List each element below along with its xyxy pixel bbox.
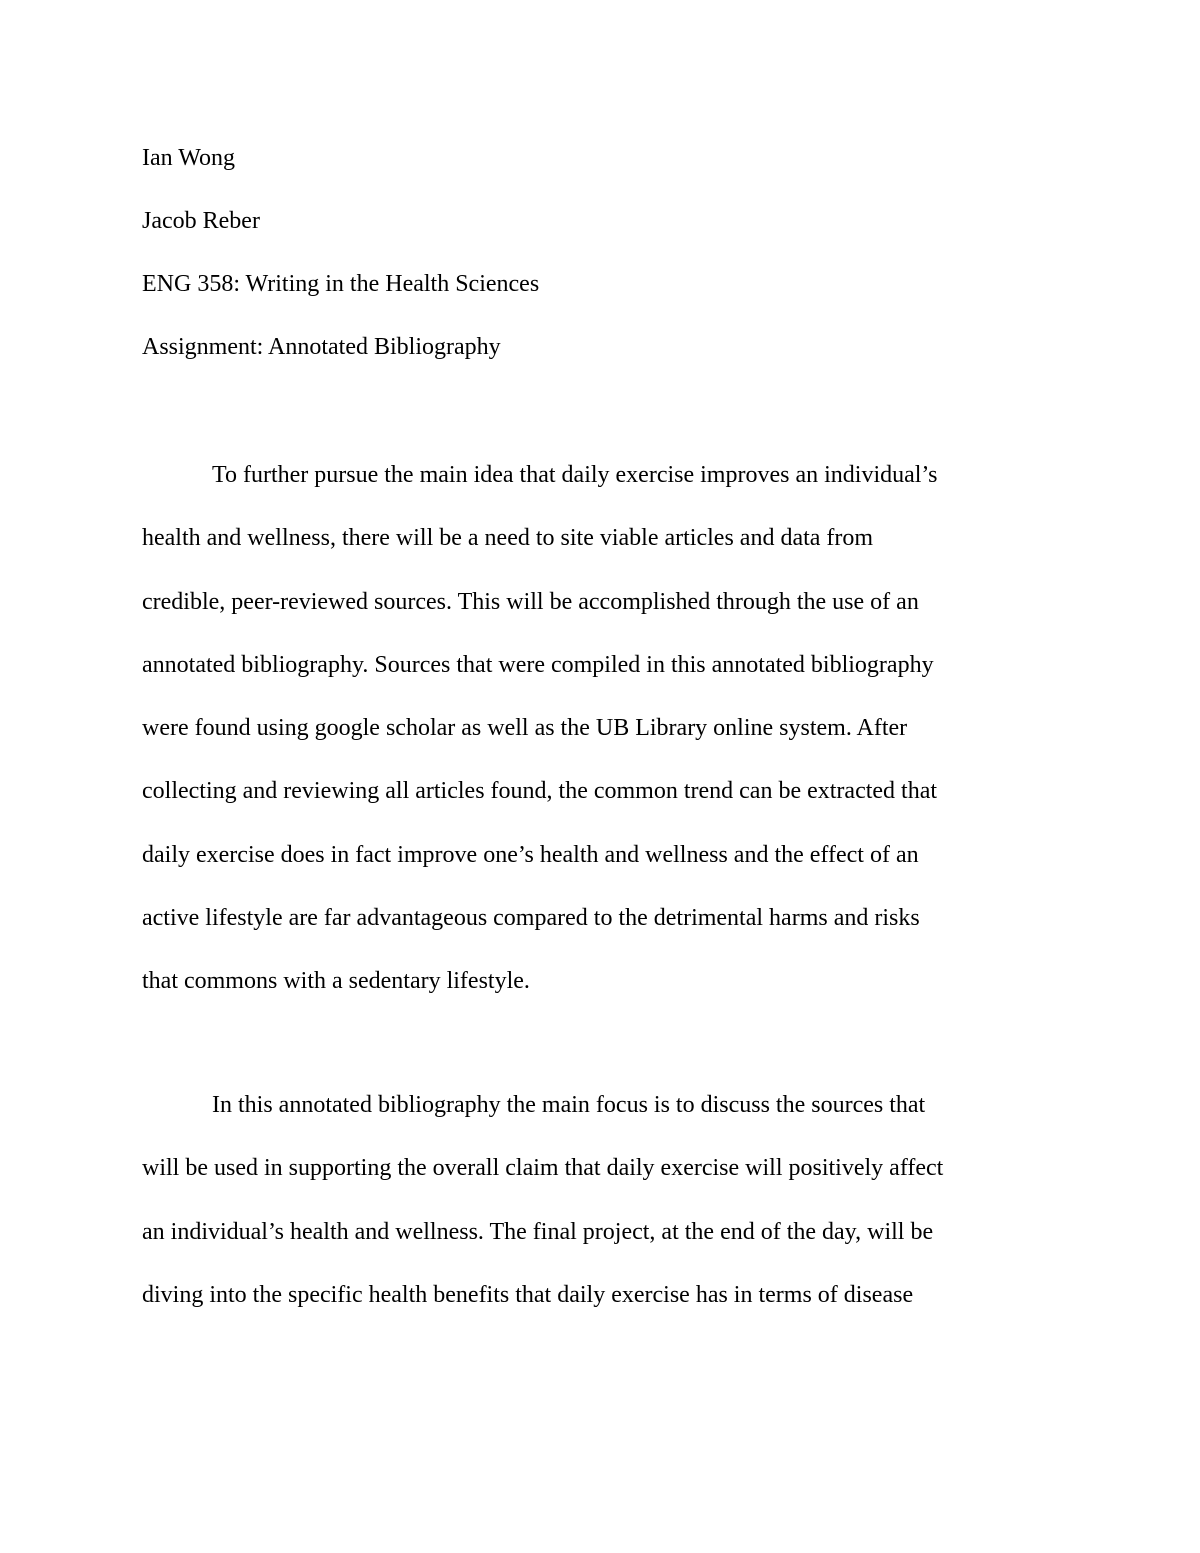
course-title: ENG 358: Writing in the Health Sciences [142,271,540,297]
paragraph-line: To further pursue the main idea that daily exercise improves an individual’s [212,462,938,488]
paragraph-line: will be used in supporting the overall claim that daily exercise will positively affect [142,1155,944,1182]
paragraph-line: daily exercise does in fact improve one’s health and wellness and the effect of an [142,841,919,868]
instructor-name: Jacob Reber [142,208,260,234]
paragraph-line: credible, peer-reviewed sources. This will be accomplished through the use of an [142,588,919,615]
paragraph-line: were found using google scholar as well as the UB Library online system. After [142,715,908,742]
paragraph-line: annotated bibliography. Sources that were compiled in this annotated bibliography [142,651,934,678]
intro-paragraph [142,444,1072,1014]
paragraph-line: In this annotated bibliography the main focus is to discuss the sources that [212,1092,926,1118]
paragraph-line: health and wellness, there will be a need to site viable articles and data from [142,525,874,552]
paragraph-line: collecting and reviewing all articles found, the common trend can be extracted that [142,778,938,805]
paragraph-line: an individual’s health and wellness. The final project, at the end of the day, will be [142,1218,934,1245]
paragraph-line: that commons with a sedentary lifestyle. [142,968,530,995]
focus-paragraph [142,1074,1072,1327]
paragraph-line: diving into the specific health benefits that daily exercise has in terms of disease [142,1281,914,1308]
paragraph-line: active lifestyle are far advantageous compared to the detrimental harms and risks [142,905,920,932]
assignment-title: Assignment: Annotated Bibliography [142,334,501,360]
student-name: Ian Wong [142,145,235,171]
